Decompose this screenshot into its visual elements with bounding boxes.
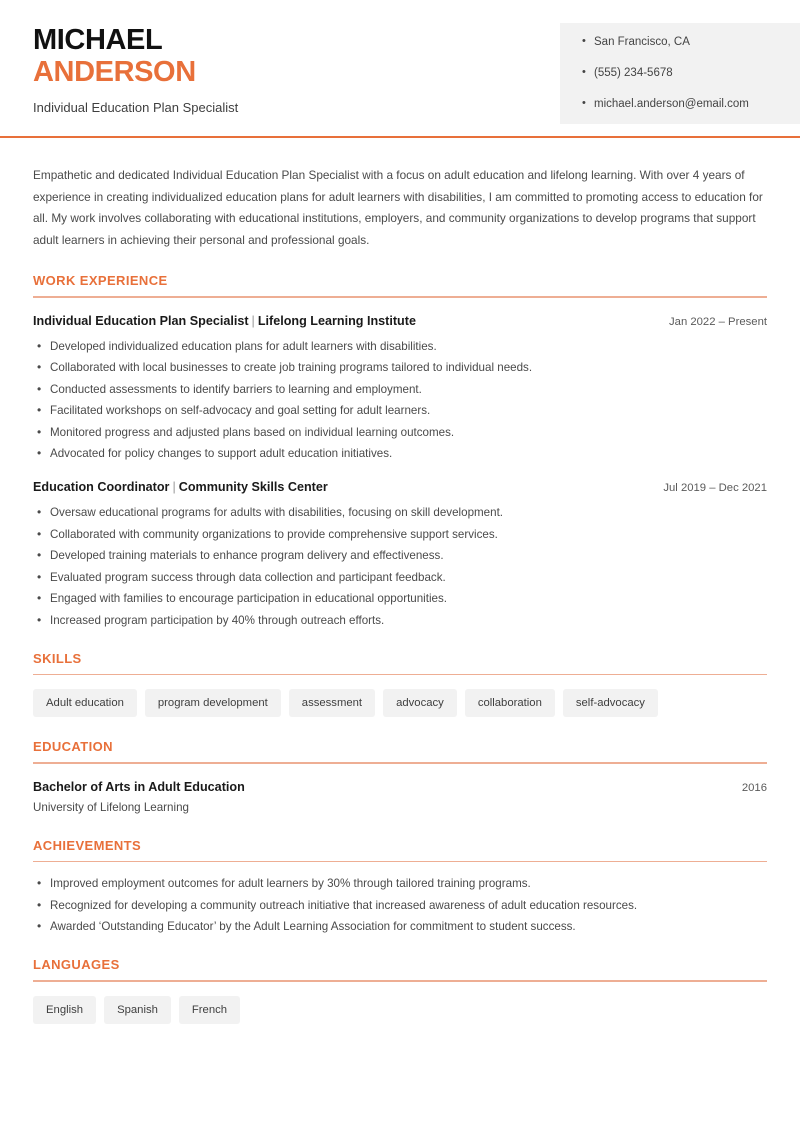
job-bullet-list bbox=[33, 339, 767, 463]
list-item: • Collaborated with community organizations to provide comprehensive support services. bbox=[33, 527, 767, 543]
role-company-separator: | bbox=[172, 480, 176, 494]
contact-item-phone: • (555) 234-5678 bbox=[582, 66, 800, 81]
job-header bbox=[33, 312, 767, 330]
section-rule bbox=[33, 296, 767, 298]
section-rule bbox=[33, 861, 767, 863]
education-year: 2016 bbox=[741, 781, 767, 794]
skill-chip: advocacy bbox=[383, 689, 457, 717]
job-date-range: Jan 2022 – Present bbox=[669, 315, 767, 328]
job-date-range: Jul 2019 – Dec 2021 bbox=[663, 482, 767, 494]
list-item: • Monitored progress and adjusted plans based on individual learning outcomes. bbox=[33, 425, 767, 441]
list-item: • Advocated for policy changes to support adult education initiatives. bbox=[33, 446, 767, 462]
job-company: Community Skills Center bbox=[178, 480, 328, 494]
section-rule bbox=[33, 980, 767, 982]
job-bullet-list bbox=[33, 505, 767, 629]
list-item: • Awarded ‘Outstanding Educator’ by the Adult Learning Association for commitment to student success. bbox=[33, 919, 767, 935]
job-role-company bbox=[33, 312, 416, 330]
skill-chip: Adult education bbox=[33, 689, 137, 717]
language-chip: English bbox=[33, 996, 96, 1024]
job-company: Lifelong Learning Institute bbox=[257, 313, 416, 328]
skill-chip: collaboration bbox=[465, 689, 555, 717]
section-title-languages: LANGUAGES bbox=[33, 957, 120, 972]
list-item: • Developed training materials to enhance program delivery and effectiveness. bbox=[33, 548, 767, 564]
resume-header bbox=[0, 0, 800, 137]
skill-chip: self-advocacy bbox=[563, 689, 658, 717]
job-entry bbox=[33, 478, 767, 629]
language-chip: Spanish bbox=[104, 996, 171, 1024]
list-item: • Oversaw educational programs for adults with disabilities, focusing on skill development. bbox=[33, 505, 767, 521]
job-role: Individual Education Plan Specialist bbox=[33, 313, 249, 328]
name-block bbox=[33, 24, 238, 116]
languages-chip-list bbox=[33, 996, 767, 1024]
section-title-skills: SKILLS bbox=[33, 650, 82, 666]
job-role: Education Coordinator bbox=[33, 480, 170, 494]
list-item: • Facilitated workshops on self-advocacy and goal setting for adult learners. bbox=[33, 403, 767, 419]
section-rule bbox=[33, 674, 767, 676]
contact-item-email[interactable]: • michael.anderson@email.com bbox=[582, 97, 800, 112]
list-item: • Improved employment outcomes for adult learners by 30% through tailored training programs. bbox=[33, 876, 767, 892]
job-entry bbox=[33, 312, 767, 463]
contact-item-location: • San Francisco, CA bbox=[582, 35, 800, 50]
section-title-education: EDUCATION bbox=[33, 739, 113, 754]
contact-list bbox=[582, 35, 800, 112]
list-item: • Conducted assessments to identify barriers to learning and employment. bbox=[33, 382, 767, 398]
section-work-experience bbox=[33, 273, 767, 629]
list-item: • Recognized for developing a community outreach initiative that increased awareness of adult education resources. bbox=[33, 898, 767, 914]
role-company-separator: | bbox=[251, 313, 255, 328]
list-item: • Increased program participation by 40% through outreach efforts. bbox=[33, 613, 767, 629]
resume-body bbox=[0, 165, 800, 1024]
section-skills bbox=[33, 651, 767, 718]
section-education bbox=[33, 739, 767, 816]
education-degree: Bachelor of Arts in Adult Education bbox=[33, 779, 245, 794]
section-title-work-experience: WORK EXPERIENCE bbox=[33, 273, 168, 288]
list-item: • Collaborated with local businesses to create job training programs tailored to individual needs. bbox=[33, 360, 767, 376]
education-school: University of Lifelong Learning bbox=[33, 800, 189, 814]
achievements-list bbox=[33, 876, 767, 935]
section-title-achievements: ACHIEVEMENTS bbox=[33, 837, 142, 853]
section-achievements bbox=[33, 838, 767, 936]
skills-chip-list bbox=[33, 689, 767, 717]
education-entry bbox=[33, 778, 767, 816]
header-divider bbox=[0, 136, 800, 138]
list-item: • Engaged with families to encourage participation in educational opportunities. bbox=[33, 591, 767, 607]
section-languages bbox=[33, 957, 767, 1024]
section-rule bbox=[33, 762, 767, 764]
list-item: • Evaluated program success through data collection and participant feedback. bbox=[33, 570, 767, 586]
education-header bbox=[33, 778, 767, 796]
header-job-title: Individual Education Plan Specialist bbox=[33, 100, 239, 115]
job-header bbox=[33, 478, 767, 496]
skill-chip: assessment bbox=[289, 689, 375, 717]
skill-chip: program development bbox=[145, 689, 281, 717]
job-role-company bbox=[33, 478, 328, 496]
first-name: MICHAEL bbox=[33, 24, 163, 56]
summary-paragraph: Empathetic and dedicated Individual Education Plan Specialist with a focus on adult education and lifelong learning. With over 4 years of experience in creating individualized education plans for adult learners with disabilities, I am committed to promoting access to education for all. My work involves collaborating with educational institutions, employers, and community organizations to develop programs that support adult learners in achieving their personal and professional goals. bbox=[33, 168, 763, 247]
language-chip: French bbox=[179, 996, 240, 1024]
last-name: ANDERSON bbox=[33, 56, 196, 88]
list-item: • Developed individualized education plans for adult learners with disabilities. bbox=[33, 339, 767, 355]
contact-info-box bbox=[560, 23, 800, 124]
